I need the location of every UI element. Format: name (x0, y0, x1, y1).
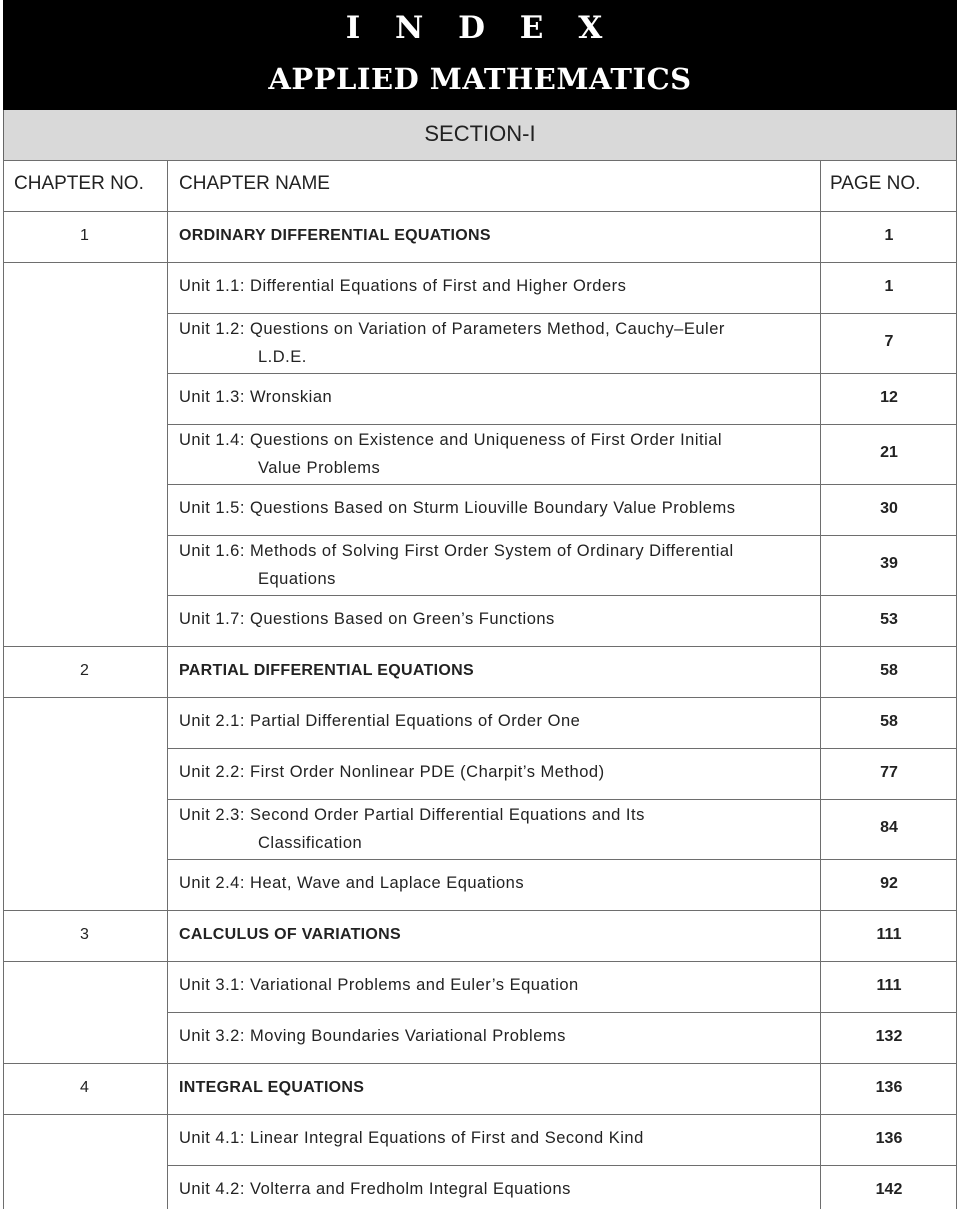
row-divider (167, 484, 957, 485)
row-divider (167, 1165, 957, 1166)
unit-title: Unit 1.4: Questions on Existence and Uniqueness of First Order Initial (179, 431, 723, 449)
chapter-number: 4 (80, 1079, 89, 1096)
unit-title: Unit 1.5: Questions Based on Sturm Liouville Boundary Value Problems (179, 499, 736, 517)
unit-page: 142 (875, 1181, 903, 1198)
chapter-number: 3 (80, 926, 89, 943)
unit-title: Unit 2.4: Heat, Wave and Laplace Equations (179, 874, 525, 892)
unit-title: Unit 3.2: Moving Boundaries Variational Problems (179, 1027, 566, 1045)
unit-title-continued: Value Problems (258, 459, 381, 477)
row-divider (3, 646, 957, 647)
unit-entry (179, 971, 809, 999)
unit-title: Unit 1.3: Wronskian (179, 388, 333, 406)
row-divider (167, 424, 957, 425)
unit-entry (179, 758, 809, 786)
unit-title: Unit 1.1: Differential Equations of First and Higher Orders (179, 277, 627, 295)
section-label: SECTION-I (424, 121, 536, 146)
unit-page: 58 (880, 713, 898, 730)
column-divider (956, 160, 957, 1209)
unit-page: 77 (880, 764, 898, 781)
row-divider (167, 535, 957, 536)
unit-title: Unit 4.1: Linear Integral Equations of First and Second Kind (179, 1129, 644, 1147)
row-divider (3, 910, 957, 911)
column-header-chapter-name: CHAPTER NAME (179, 173, 330, 194)
unit-entry (179, 383, 809, 411)
index-banner (3, 0, 957, 110)
row-divider (3, 211, 957, 212)
unit-entry (179, 707, 809, 735)
unit-page: 111 (876, 977, 902, 994)
row-divider (167, 1012, 957, 1013)
chapter-name: ORDINARY DIFFERENTIAL EQUATIONS (179, 227, 491, 244)
row-divider (167, 595, 957, 596)
unit-title: Unit 1.6: Methods of Solving First Order System of Ordinary Differential (179, 542, 734, 560)
unit-page: 136 (875, 1130, 903, 1147)
unit-entry (179, 801, 809, 857)
unit-page: 12 (880, 389, 898, 406)
section-heading (3, 110, 957, 160)
unit-title-continued: Equations (258, 570, 336, 588)
unit-title-continued: Classification (258, 834, 363, 852)
row-divider (167, 373, 957, 374)
chapter-page: 1 (884, 227, 894, 244)
unit-page: 30 (880, 500, 898, 517)
unit-entry (179, 426, 809, 482)
unit-page: 84 (880, 819, 898, 836)
row-divider (167, 799, 957, 800)
index-table (3, 160, 957, 1209)
row-divider (3, 262, 957, 263)
chapter-name: PARTIAL DIFFERENTIAL EQUATIONS (179, 662, 474, 679)
chapter-page: 111 (876, 926, 902, 943)
unit-entry (179, 537, 809, 593)
chapter-name: CALCULUS OF VARIATIONS (179, 926, 401, 943)
column-header-chapter-no: CHAPTER NO. (14, 173, 144, 194)
unit-page: 39 (880, 555, 898, 572)
row-divider (3, 1114, 957, 1115)
unit-entry (179, 869, 809, 897)
row-divider (167, 313, 957, 314)
row-divider (3, 961, 957, 962)
unit-page: 1 (884, 278, 894, 295)
chapter-number: 1 (80, 227, 89, 244)
unit-page: 53 (880, 611, 898, 628)
unit-entry (179, 605, 809, 633)
unit-title: Unit 2.1: Partial Differential Equations of Order One (179, 712, 581, 730)
chapter-page: 58 (880, 662, 898, 679)
column-header-page-no: PAGE NO. (830, 173, 921, 194)
unit-page: 7 (884, 333, 894, 350)
unit-title: Unit 4.2: Volterra and Fredholm Integral Equations (179, 1180, 571, 1198)
chapter-page: 136 (875, 1079, 903, 1096)
unit-page: 21 (880, 444, 898, 461)
row-divider (3, 160, 957, 161)
unit-title: Unit 1.7: Questions Based on Green’s Functions (179, 610, 555, 628)
unit-entry (179, 494, 809, 522)
row-divider (3, 1063, 957, 1064)
unit-title: Unit 2.2: First Order Nonlinear PDE (Charpit’s Method) (179, 763, 605, 781)
chapter-name: INTEGRAL EQUATIONS (179, 1079, 365, 1096)
chapter-number: 2 (80, 662, 89, 679)
unit-entry (179, 1022, 809, 1050)
index-title: I N D E X (345, 10, 615, 46)
unit-entry (179, 272, 809, 300)
row-divider (167, 859, 957, 860)
unit-entry (179, 1175, 809, 1203)
subject-title: APPLIED MATHEMATICS (268, 62, 692, 96)
unit-entry (179, 1124, 809, 1152)
unit-title: Unit 2.3: Second Order Partial Differential Equations and Its (179, 806, 645, 824)
unit-title: Unit 1.2: Questions on Variation of Parameters Method, Cauchy–Euler (179, 320, 725, 338)
column-divider (3, 160, 4, 1209)
unit-entry (179, 315, 809, 371)
column-divider (820, 160, 821, 1209)
row-divider (3, 697, 957, 698)
column-divider (167, 160, 168, 1209)
row-divider (167, 748, 957, 749)
unit-page: 92 (880, 875, 898, 892)
unit-title: Unit 3.1: Variational Problems and Euler’s Equation (179, 976, 579, 994)
unit-title-continued: L.D.E. (258, 348, 307, 366)
unit-page: 132 (875, 1028, 903, 1045)
